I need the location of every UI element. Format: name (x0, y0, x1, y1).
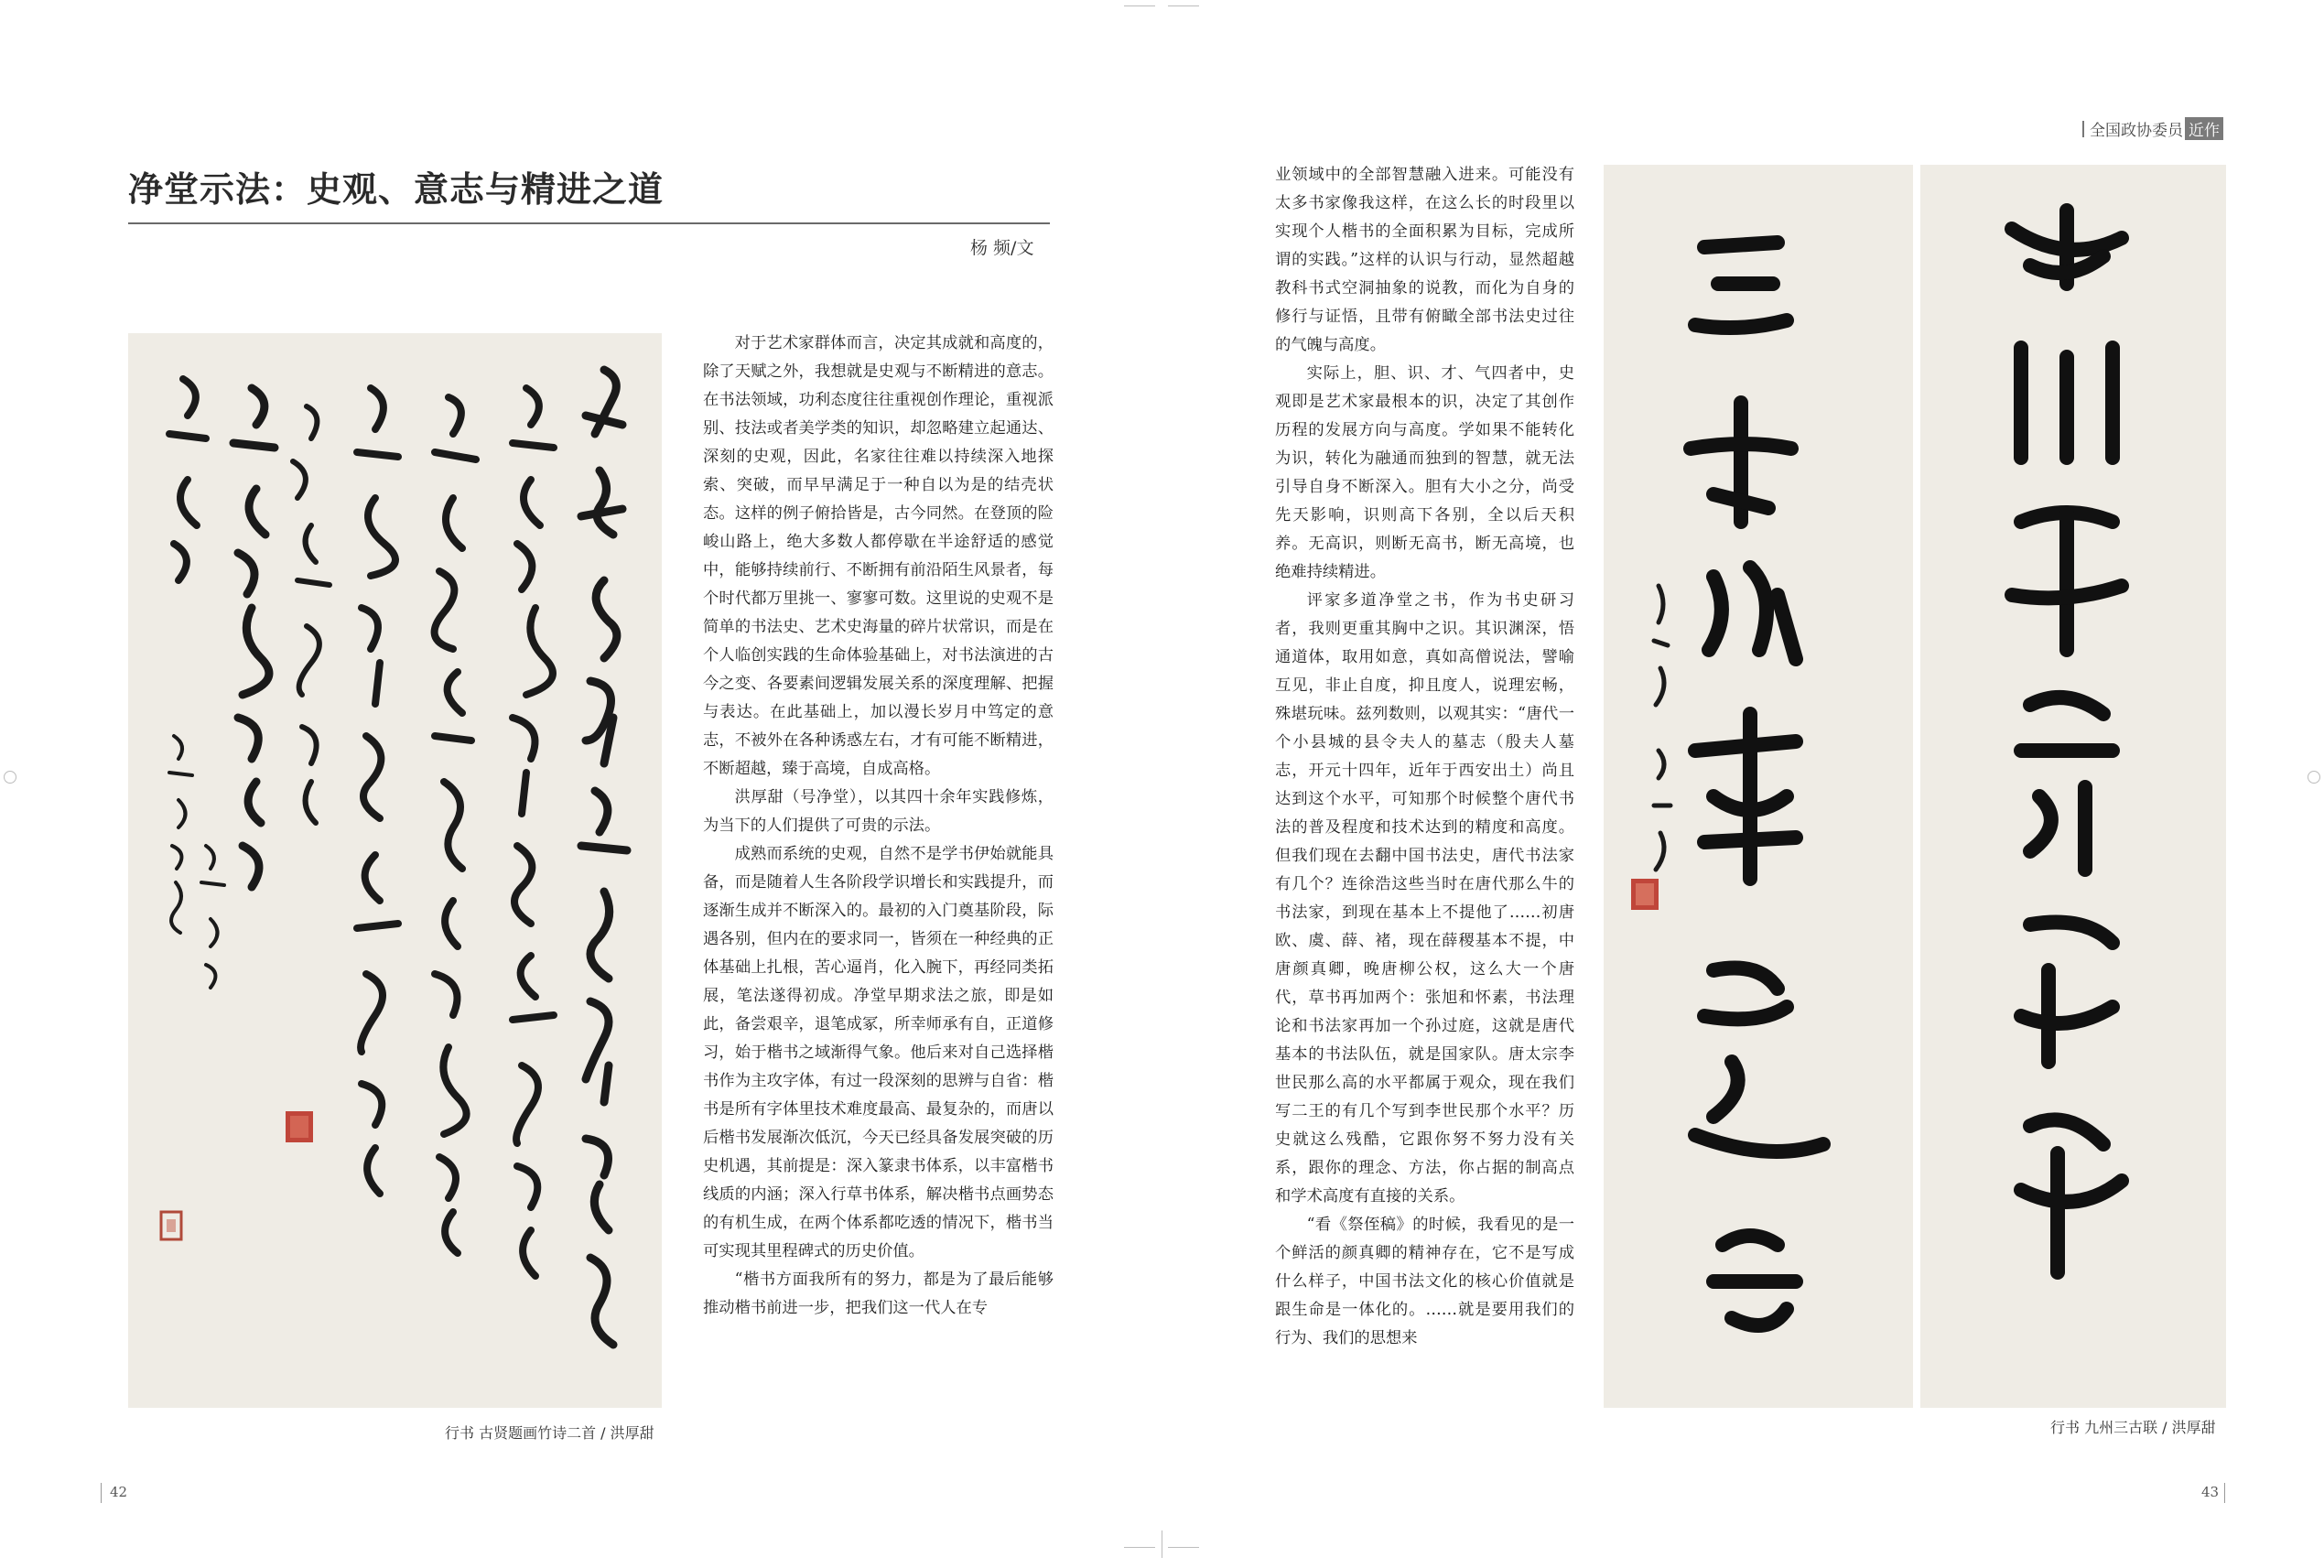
crop-mark (1124, 5, 1155, 6)
page-marker-left (101, 1483, 102, 1503)
caption-left: 行书 古贤题画竹诗二首 / 洪厚甜 (445, 1424, 654, 1442)
page-number-left: 42 (110, 1484, 128, 1500)
calligraphy-artwork-left (128, 333, 662, 1408)
header-bar (2082, 121, 2084, 137)
article-title: 净堂示法：史观、意志与精进之道 (128, 169, 665, 210)
page-number-right: 43 (2201, 1484, 2220, 1500)
paragraph: 成熟而系统的史观，自然不是学书伊始就能具备，而是随着人生各阶段学识增长和实践提升，而逐渐生成并不断深入的。最初的入门奠基阶段，际遇各别，但内在的要求同一，皆须在一种经典的正体基础上扎根，苦心逼肖，化入腕下，再经同类拓展，笔法遂得初成。净堂早期求法之旅，即是如此，备尝艰辛，退笔成冢，所幸师承有自，正道修习，始于楷书之域渐得气象。他后来对自己选择楷书作为主攻字体，有过一段深刻的思辨与自省：楷书是所有字体里技术难度最高、最复杂的，而唐以后楷书发展渐次低沉，今天已经具备发展突破的历史机遇，其前提是：深入篆隶书体系，以丰富楷书线质的内涵；深入行草书体系，解决楷书点画势态的有机生成，在两个体系都吃透的情况下，楷书当可实现其里程碑式的历史价值。 (703, 845, 1054, 1260)
calligraphy-couplet-scroll-right (1604, 165, 1913, 1408)
caption-right: 行书 九州三古联 / 洪厚甜 (2050, 1419, 2216, 1436)
calligraphy-strokes-couplet-2 (1920, 165, 2226, 1408)
section-header (2082, 117, 2223, 140)
paragraph: 实际上，胆、识、才、气四者中，史观即是艺术家最根本的识，决定了其创作历程的发展方向与高度。学如果不能转化为识，转化为融通而独到的智慧，就无法引导自身不断深入。胆有大小之分，尚受先天影响，识则高下各别，全以后天积养。无高识，则断无高书，断无高境，也绝难持续精进。 (1275, 364, 1574, 581)
paragraph: “楷书方面我所有的努力，都是为了最后能够推动楷书前进一步，把我们这一代人在专 (703, 1271, 1054, 1317)
header-tag-label: 近作 (2185, 117, 2223, 140)
calligraphy-strokes-left (128, 333, 662, 1408)
header-series: 全国政协委员 (2090, 122, 2183, 140)
article-author: 杨 频/文 (970, 238, 1034, 258)
paragraph: 对于艺术家群体而言，决定其成就和高度的，除了天赋之外，我想就是史观与不断精进的意志。在书法领域，功利态度往往重视创作理论，重视派别、技法或者美学类的知识，却忽略建立起通达、深刻的史观，因此，名家往往难以持续深入地探索、突破，而早早满足于一种自以为是的结壳状态。这样的例子俯拾皆是，古今同然。在登顶的险峻山路上，绝大多数人都停歇在半途舒适的感觉中，能够持续前行、不断拥有前沿陌生风景者，每个时代都万里挑一、寥寥可数。这里说的史观不是简单的书法史、艺术史海量的碎片状常识，而是在个人临创实践的生命体验基础上，对书法演进的古今之变、各要素间逻辑发展关系的深度理解、把握与表达。在此基础上，加以漫长岁月中笃定的意志，不被外在各种诱惑左右，才有可能不断精进，不断超越，臻于高境，自成高格。 (703, 334, 1054, 778)
calligraphy-couplet-scroll-left (1920, 165, 2226, 1408)
registration-mark (4, 771, 16, 784)
article-column-1 (703, 330, 1054, 1437)
title-rule (128, 222, 1050, 224)
paragraph: 洪厚甜（号净堂），以其四十余年实践修炼，为当下的人们提供了可贵的示法。 (703, 788, 1054, 835)
article-column-2 (1275, 161, 1574, 1437)
paragraph: 业领域中的全部智慧融入进来。可能没有太多书家像我这样，在这么长的时段里以实现个人楷书的全面积累为目标，完成所谓的实践。”这样的认识与行动，显然超越教科书式空洞抽象的说教，而化为自身的修行与证悟，且带有俯瞰全部书法史过往的气魄与高度。 (1275, 166, 1574, 354)
registration-mark (2308, 771, 2320, 784)
paragraph: “看《祭侄稿》的时候，我看见的是一个鲜活的颜真卿的精神存在，它不是写成什么样子，中国书法文化的核心价值就是跟生命是一体化的。……就是要用我们的行为、我们的思想来 (1275, 1216, 1574, 1347)
page-marker-right (2224, 1483, 2225, 1503)
paragraph: 评家多道净堂之书，作为书史研习者，我则更重其胸中之识。其识渊深，悟通道体，取用如意，真如高僧说法，譬喻互见，非止自度，抑且度人，说理宏畅，殊堪玩味。兹列数则，以观其实：“唐代一个小县城的县令夫人的墓志（殷夫人墓志，开元十四年，近年于西安出土）尚且达到这个水平，可知那个时候整个唐代书法的普及程度和技术达到的精度和高度。但我们现在去翻中国书法史，唐代书法家有几个？连徐浩这些当时在唐代那么牛的书法家，到现在基本上不提他了……初唐欧、虞、薛、褚，现在薛稷基本不提，中唐颜真卿，晚唐柳公权，这么大一个唐代，草书再加两个：张旭和怀素，书法理论和书法家再加一个孙过庭，这就是唐代基本的书法队伍，就是国家队。唐太宗李世民那么高的水平都属于观众，现在我们写二王的有几个写到李世民那个水平？历史就这么残酷，它跟你努不努力没有关系，跟你的理念、方法，你占据的制高点和学术高度有直接的关系。 (1275, 591, 1574, 1206)
crop-mark (1168, 5, 1199, 6)
calligraphy-strokes-couplet-1 (1604, 165, 1913, 1408)
crop-mark (1168, 1547, 1199, 1548)
crop-mark (1124, 1547, 1155, 1548)
